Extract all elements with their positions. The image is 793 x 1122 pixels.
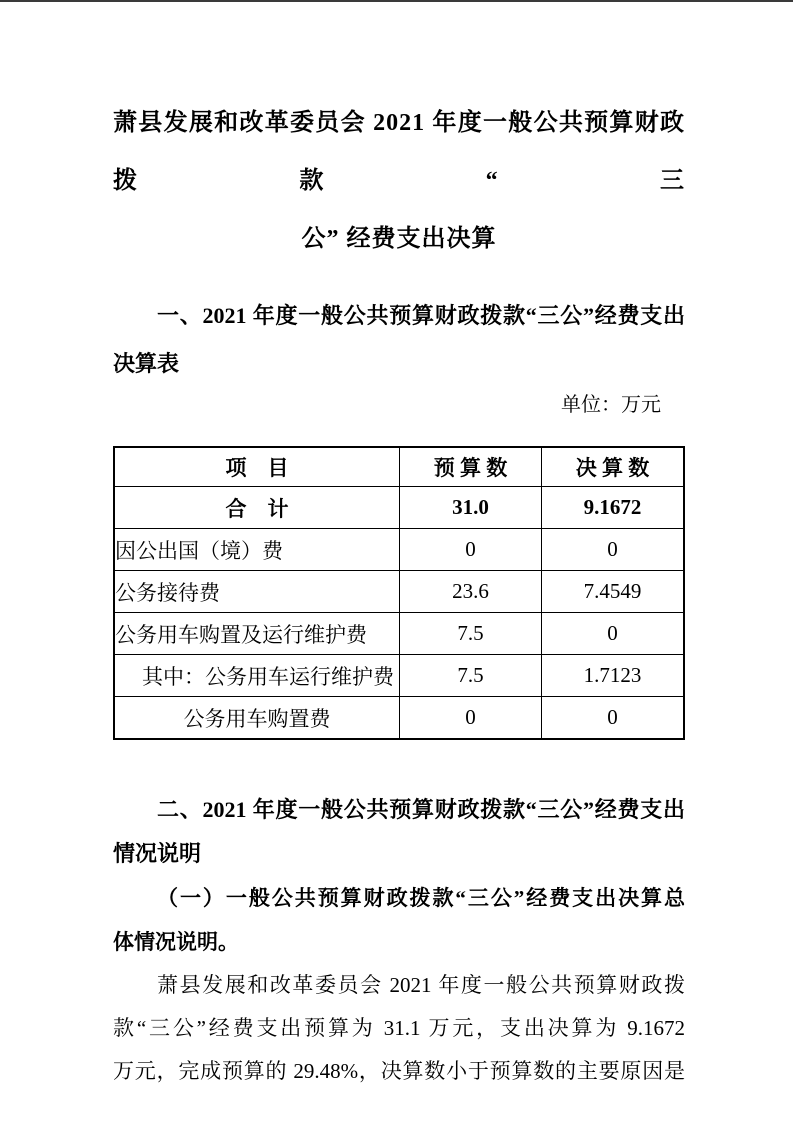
table-cell-item: 公务用车购置费 [114,697,400,740]
table-cell-item: 公务用车购置及运行维护费 [114,613,400,655]
table-cell-budget: 7.5 [400,655,542,697]
section2-subheading-line-2: 体情况说明。 [113,930,239,954]
table-cell-final: 0 [541,613,684,655]
document-title-line-2: 公” 经费支出决算 [301,226,497,252]
table-cell-item: 合 计 [114,487,400,529]
section2-subheading [113,876,685,964]
table-header-final: 决 算 数 [541,447,684,487]
table-cell-budget: 7.5 [400,613,542,655]
table-cell-final: 9.1672 [541,487,684,529]
paragraph-line-2: 款“三公”经费支出预算为 31.1 万元，支出决算为 9.1672 [113,1016,685,1040]
page-content [0,94,793,1093]
table-cell-budget: 0 [400,697,542,740]
table-cell-item: 公务接待费 [114,571,400,613]
table-cell-budget: 31.0 [400,487,542,529]
table-cell-budget: 23.6 [400,571,542,613]
section2-subheading-line-1: （一）一般公共预算财政拨款“三公”经费支出决算总 [157,886,685,910]
table-row [114,529,684,571]
section1-heading-line-1: 一、2021 年度一般公共预算财政拨款“三公”经费支出 [157,303,685,328]
table-header-item: 项 目 [114,447,400,487]
section2-heading-line-2: 情况说明 [113,841,202,866]
table-row [114,655,684,697]
section2-heading-line-1: 二、2021 年度一般公共预算财政拨款“三公”经费支出 [157,797,685,822]
table-cell-item: 因公出国（境）费 [114,529,400,571]
table-row-total [114,487,684,529]
table-row [114,613,684,655]
section1-heading-line-2: 决算表 [113,351,180,376]
expense-table [113,446,685,740]
table-cell-final: 1.7123 [541,655,684,697]
table-cell-budget: 0 [400,529,542,571]
table-row [114,697,684,740]
table-cell-final: 0 [541,529,684,571]
document-title [113,94,685,268]
table-header-row [114,447,684,487]
table-cell-final: 0 [541,697,684,740]
explanation-paragraph [113,964,685,1093]
paragraph-line-1: 萧县发展和改革委员会 2021 年度一般公共预算财政拨 [157,973,685,997]
table-row [114,571,684,613]
unit-note: 单位：万元 [561,394,661,416]
table-cell-item: 其中：公务用车运行维护费 [114,655,400,697]
table-header-budget: 预 算 数 [400,447,542,487]
section2-heading [113,788,685,876]
section1-heading [113,292,685,388]
document-title-line-1: 萧县发展和改革委员会 2021 年度一般公共预算财政拨款“三 [113,110,685,194]
paragraph-line-3: 万元，完成预算的 29.48%，决算数小于预算数的主要原因是 [113,1059,685,1083]
table-cell-final: 7.4549 [541,571,684,613]
